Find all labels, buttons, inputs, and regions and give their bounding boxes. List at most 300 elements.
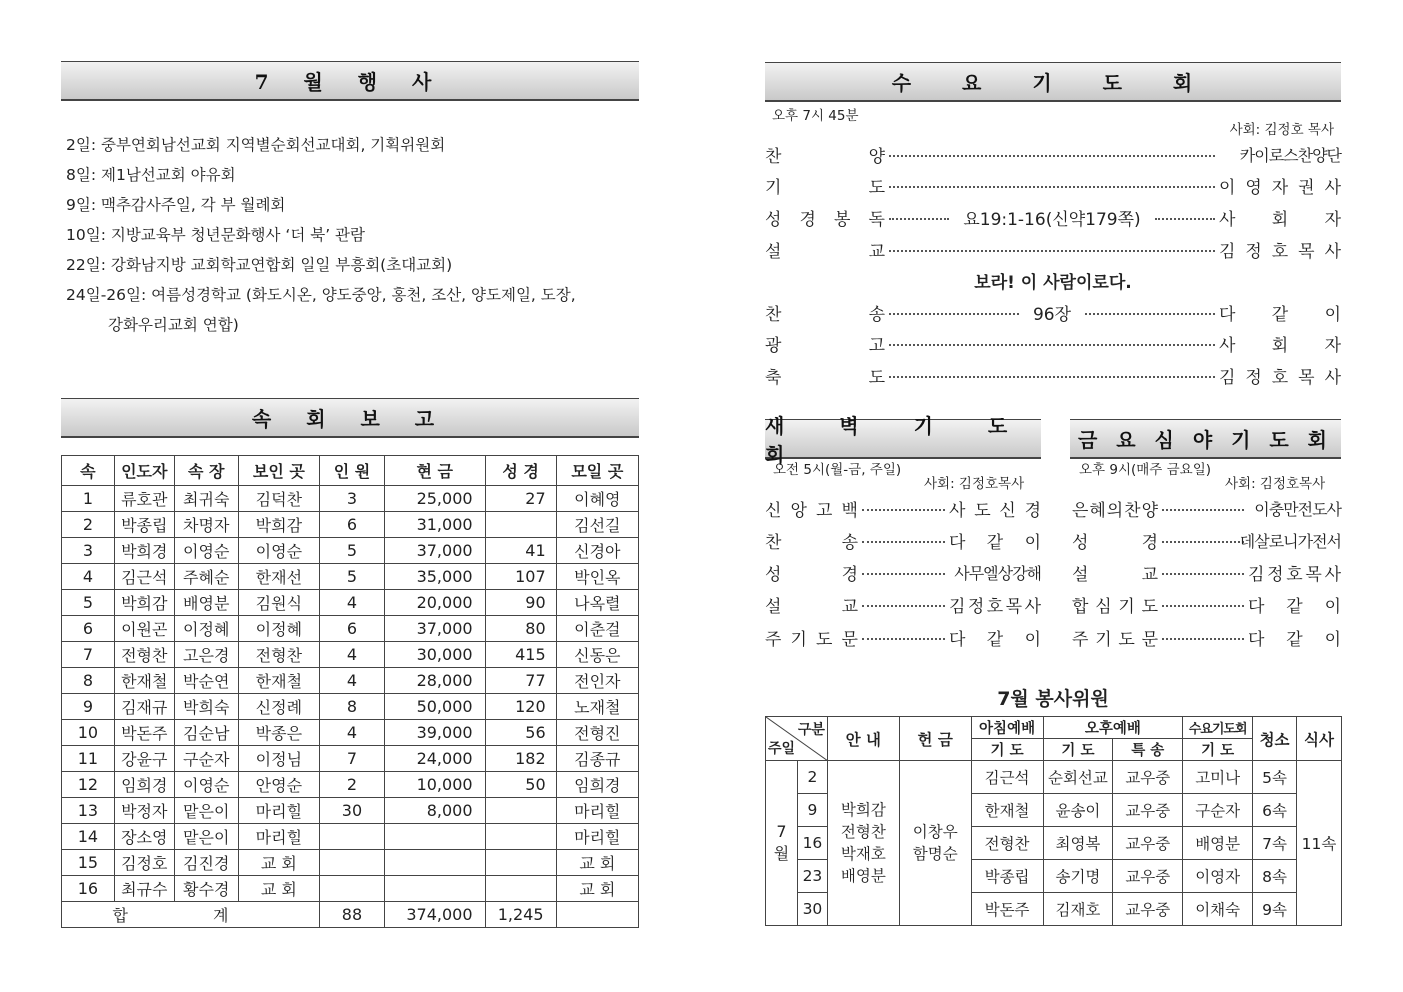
label-char: 혜: [1089, 500, 1106, 521]
label-char: 양: [1141, 500, 1158, 521]
table-cell: 50: [485, 772, 556, 798]
table-cell: 이정혜: [238, 616, 319, 642]
label-char: 경: [1141, 532, 1158, 553]
program-row: [765, 139, 1341, 169]
table-cell: 80: [485, 616, 556, 642]
col-morning-prayer: 기 도: [971, 739, 1043, 761]
program-row: [1072, 493, 1341, 523]
total-label: 합 계: [62, 902, 320, 928]
table-cell: 박희숙: [174, 694, 238, 720]
guide-name: 박재호: [840, 845, 886, 863]
table-cell: 이영순: [174, 538, 238, 564]
table-cell: 4: [319, 590, 384, 616]
value-char: 사: [1219, 335, 1236, 356]
table-cell: 류호관: [114, 486, 174, 512]
value-char: 이: [1024, 532, 1041, 553]
program-value: 사무엘상강해: [954, 563, 1041, 583]
label-char: 교: [841, 596, 858, 617]
program-value: [1219, 173, 1341, 198]
program-row: [765, 202, 1341, 232]
table-cell: 김선길: [556, 512, 638, 538]
label-char: 성: [765, 564, 782, 585]
dot-leader: [889, 313, 1019, 315]
table-cell: 77: [485, 668, 556, 694]
table-cell: 30: [319, 798, 384, 824]
label-char: 광: [765, 335, 782, 356]
program-row: [765, 525, 1041, 555]
label-char: 성: [765, 209, 782, 230]
table-cell: 고은경: [174, 642, 238, 668]
program-label: [1072, 625, 1158, 650]
value-char: 정: [1267, 564, 1284, 585]
col-meal: 식사: [1297, 717, 1342, 761]
sermon-title: 보라! 이 사람이로다.: [974, 273, 1132, 293]
table-row: [766, 761, 1342, 794]
cleaning-cell: 6속: [1253, 794, 1297, 827]
program-row: [765, 360, 1341, 390]
date-cell: 30: [797, 893, 827, 926]
table-cell: [485, 512, 556, 538]
dot-leader: [1155, 218, 1215, 220]
table-cell: 이영순: [238, 538, 319, 564]
table-cell: 30,000: [384, 642, 485, 668]
table-cell: 노재철: [556, 694, 638, 720]
value-char: 자: [1324, 335, 1341, 356]
report-header: 속 회 보 고: [61, 398, 639, 438]
program-row: [765, 589, 1041, 619]
program-value: [1248, 625, 1341, 650]
label-char: 송: [841, 532, 858, 553]
value-char: 김: [1248, 564, 1265, 585]
cleaning-cell: 8속: [1253, 860, 1297, 893]
friday-header: 금 요 심 야 기 도 회: [1070, 419, 1341, 459]
label-char: 앙: [790, 500, 807, 521]
dot-leader: [862, 573, 945, 575]
label-char: 교: [1141, 564, 1158, 585]
table-cell: 5: [319, 538, 384, 564]
duty-title: 7월 봉사위원: [997, 688, 1109, 710]
program-label: [1072, 496, 1158, 521]
table-row: [62, 564, 639, 590]
table-cell: 마리힐: [238, 824, 319, 850]
dawn-header: 새 벽 기 도 회: [765, 419, 1041, 459]
value-char: 같: [1286, 596, 1303, 617]
table-cell: 박희감: [114, 590, 174, 616]
special-song-cell: 교우중: [1113, 827, 1183, 860]
table-cell: 415: [485, 642, 556, 668]
label-char: 주: [1072, 629, 1089, 650]
label-char: 문: [1141, 629, 1158, 650]
program-value: [949, 496, 1041, 521]
value-char: 이: [1024, 629, 1041, 650]
dot-leader: [862, 638, 945, 640]
value-char: 회: [1271, 335, 1289, 356]
table-cell: 박인옥: [556, 564, 638, 590]
guide-name: 배영분: [840, 867, 886, 885]
table-cell: 임희경: [114, 772, 174, 798]
value-char: 다: [1219, 304, 1236, 325]
friday-host: 사회: 김정호목사: [1225, 476, 1326, 492]
duty-corner: [766, 717, 828, 761]
special-song-cell: 교우중: [1113, 860, 1183, 893]
report-total-row: [62, 902, 639, 928]
special-song-cell: 교우중: [1113, 761, 1183, 794]
value-char: 김: [949, 596, 966, 617]
value-char: 김: [1219, 367, 1236, 388]
label-char: 문: [841, 629, 858, 650]
table-cell: 1: [62, 486, 115, 512]
table-cell: 182: [485, 746, 556, 772]
table-cell: 107: [485, 564, 556, 590]
table-cell: 배영분: [174, 590, 238, 616]
table-cell: 신경아: [556, 538, 638, 564]
table-cell: 박종립: [114, 512, 174, 538]
program-label: [765, 142, 885, 167]
wednesday-prayer-cell: 이채숙: [1183, 893, 1253, 926]
table-cell: [319, 824, 384, 850]
program-value: [1219, 205, 1341, 230]
morning-prayer-cell: 전형찬: [971, 827, 1043, 860]
value-char: 호: [1271, 241, 1289, 262]
table-cell: 최규수: [114, 876, 174, 902]
label-char: 백: [841, 500, 858, 521]
table-cell: [384, 850, 485, 876]
table-row: [62, 486, 639, 512]
value-char: 사: [1324, 564, 1341, 585]
table-cell: 구순자: [174, 746, 238, 772]
program-row: [1072, 589, 1341, 619]
label-char: 도: [1141, 596, 1158, 617]
col-guide: 안 내: [827, 717, 899, 761]
program-label: [765, 237, 885, 262]
program-label: [765, 560, 858, 585]
table-cell: 31,000: [384, 512, 485, 538]
table-cell: 15: [62, 850, 115, 876]
table-cell: 나옥렬: [556, 590, 638, 616]
program-row: [765, 557, 1041, 587]
program-value: [1248, 560, 1341, 585]
table-cell: 최귀숙: [174, 486, 238, 512]
table-cell: 마리힐: [556, 798, 638, 824]
value-char: 사: [1324, 177, 1341, 198]
program-row: [765, 622, 1041, 652]
guide-name: 박희감: [840, 801, 886, 819]
offering-cell: [899, 761, 971, 926]
table-cell: 맡은이: [174, 798, 238, 824]
program-label: [765, 173, 885, 198]
report-col-header: 속: [62, 456, 115, 486]
date-cell: 23: [797, 860, 827, 893]
value-char: 다: [949, 532, 966, 553]
report-col-header: 모일 곳: [556, 456, 638, 486]
program-value: [949, 592, 1041, 617]
dot-leader: [1162, 638, 1244, 640]
label-char: 송: [868, 304, 885, 325]
value-char: 신: [999, 500, 1016, 521]
table-cell: 37,000: [384, 616, 485, 642]
wednesday-prayer-cell: 고미나: [1183, 761, 1253, 794]
morning-prayer-cell: 박종립: [971, 860, 1043, 893]
label-char: 설: [765, 596, 782, 617]
value-char: 사: [1324, 367, 1341, 388]
label-char: 신: [765, 500, 782, 521]
value-char: 정: [1245, 367, 1262, 388]
value-char: 자: [1271, 177, 1289, 198]
report-col-header: 보인 곳: [238, 456, 319, 486]
label-char: 설: [765, 241, 782, 262]
table-cell: 14: [62, 824, 115, 850]
table-row: [62, 668, 639, 694]
table-cell: 박희경: [114, 538, 174, 564]
dawn-time: 오전 5시(월-금, 주일): [773, 462, 902, 478]
total-empty: [556, 902, 638, 928]
offering-name: 함명순: [912, 845, 958, 863]
col-offering: 헌 금: [899, 717, 971, 761]
table-cell: 신정례: [238, 694, 319, 720]
table-cell: 6: [319, 616, 384, 642]
table-cell: 이혜영: [556, 486, 638, 512]
table-cell: 교 회: [556, 850, 638, 876]
table-cell: [485, 850, 556, 876]
table-cell: 4: [319, 642, 384, 668]
dot-leader: [889, 186, 1215, 188]
report-header-row: [62, 456, 639, 486]
dot-leader: [1162, 605, 1244, 607]
dot-leader: [889, 155, 1215, 157]
date-cell: 2: [797, 761, 827, 794]
wednesday-time: 오후 7시 45분: [772, 108, 859, 124]
afternoon-prayer-cell: 윤송이: [1043, 794, 1113, 827]
program-value: 카이로스찬양단: [1239, 145, 1341, 165]
table-cell: 한재선: [238, 564, 319, 590]
value-char: 이: [1219, 177, 1236, 198]
table-cell: 안영순: [238, 772, 319, 798]
program-value: 데살로니가전서: [1239, 531, 1341, 551]
wednesday-prayer-cell: 배영분: [1183, 827, 1253, 860]
table-cell: 4: [62, 564, 115, 590]
table-cell: [485, 824, 556, 850]
table-cell: 8,000: [384, 798, 485, 824]
event-item: 8일: 제1남선교회 야유회: [66, 166, 236, 184]
table-cell: 6: [62, 616, 115, 642]
event-item: 9일: 맥추감사주일, 각 부 월례회: [66, 196, 286, 214]
table-cell: 24,000: [384, 746, 485, 772]
table-row: [62, 590, 639, 616]
program-value: 이충만전도사: [1254, 499, 1341, 519]
label-char: 기: [1095, 629, 1112, 650]
dot-leader: [1162, 541, 1244, 543]
col-wednesday-prayer: 기 도: [1183, 739, 1253, 761]
table-cell: 28,000: [384, 668, 485, 694]
value-char: 영: [1245, 177, 1262, 198]
value-char: 이: [1324, 629, 1341, 650]
program-row: [765, 170, 1341, 200]
value-char: 정: [1245, 241, 1262, 262]
table-cell: 3: [319, 486, 384, 512]
label-char: 심: [1095, 596, 1112, 617]
col-wednesday: 수요기도회: [1183, 717, 1253, 739]
table-cell: 2: [319, 772, 384, 798]
program-value: [949, 625, 1041, 650]
program-row: [765, 328, 1341, 358]
program-label: [765, 528, 858, 553]
wednesday-prayer-cell: 구순자: [1183, 794, 1253, 827]
table-cell: 김재규: [114, 694, 174, 720]
table-cell: 이정혜: [174, 616, 238, 642]
morning-prayer-cell: 한재철: [971, 794, 1043, 827]
table-cell: 주혜순: [174, 564, 238, 590]
dot-leader: [1162, 573, 1244, 575]
table-cell: 전형진: [556, 720, 638, 746]
dot-leader: [1162, 509, 1244, 511]
date-cell: 9: [797, 794, 827, 827]
morning-prayer-cell: 김근석: [971, 761, 1043, 794]
special-song-cell: 교우중: [1113, 794, 1183, 827]
label-char: 고: [868, 335, 885, 356]
table-cell: 김진경: [174, 850, 238, 876]
table-cell: 27: [485, 486, 556, 512]
label-char: 봉: [834, 209, 851, 230]
label-char: 양: [868, 146, 885, 167]
table-row: [62, 798, 639, 824]
dawn-host: 사회: 김정호목사: [924, 476, 1025, 492]
table-cell: 교 회: [556, 876, 638, 902]
label-char: 고: [816, 500, 833, 521]
table-cell: [485, 876, 556, 902]
table-cell: [485, 798, 556, 824]
total-people: 88: [319, 902, 384, 928]
value-char: 다: [949, 629, 966, 650]
afternoon-prayer-cell: 김재호: [1043, 893, 1113, 926]
table-cell: 12: [62, 772, 115, 798]
value-char: 도: [974, 500, 991, 521]
event-item-continuation: 강화우리교회 연합): [108, 316, 239, 334]
table-cell: 4: [319, 720, 384, 746]
table-cell: 한재철: [114, 668, 174, 694]
corner-top-label: 구분: [797, 722, 825, 738]
table-cell: 10: [62, 720, 115, 746]
morning-prayer-cell: 박돈주: [971, 893, 1043, 926]
special-song-cell: 교우중: [1113, 893, 1183, 926]
table-cell: 20,000: [384, 590, 485, 616]
label-char: 도: [1118, 629, 1135, 650]
table-cell: 임희경: [556, 772, 638, 798]
value-char: 같: [1271, 304, 1289, 325]
corner-bottom-label: 주일: [768, 741, 796, 757]
dot-leader: [862, 605, 945, 607]
table-cell: 이정님: [238, 746, 319, 772]
label-char: 독: [868, 209, 885, 230]
table-cell: 16: [62, 876, 115, 902]
dot-leader: [862, 541, 945, 543]
guide-name: 전형찬: [840, 823, 886, 841]
program-row: [1072, 557, 1341, 587]
table-cell: 41: [485, 538, 556, 564]
cleaning-cell: 9속: [1253, 893, 1297, 926]
report-col-header: 인 원: [319, 456, 384, 486]
col-afternoon-prayer: 기 도: [1043, 739, 1113, 761]
event-item: 10일: 지방교육부 청년문화행사 ‘더 북’ 관람: [66, 226, 366, 244]
label-char: 교: [868, 241, 885, 262]
total-bible: 1,245: [485, 902, 556, 928]
value-char: 회: [1271, 209, 1289, 230]
table-cell: 박돈주: [114, 720, 174, 746]
table-cell: 박순연: [174, 668, 238, 694]
label-char: 설: [1072, 564, 1089, 585]
table-cell: 한재철: [238, 668, 319, 694]
value-char: 같: [1286, 629, 1303, 650]
table-row: [62, 512, 639, 538]
table-row: [62, 850, 639, 876]
label-char: 찬: [765, 304, 782, 325]
table-cell: 마리힐: [556, 824, 638, 850]
afternoon-prayer-cell: 최영복: [1043, 827, 1113, 860]
label-char: 기: [1118, 596, 1135, 617]
table-cell: 황수경: [174, 876, 238, 902]
table-cell: 마리힐: [238, 798, 319, 824]
table-cell: 교 회: [238, 850, 319, 876]
label-char: 찬: [765, 146, 782, 167]
program-value: [1219, 237, 1341, 262]
program-label: [1072, 528, 1158, 553]
program-value: [1248, 592, 1341, 617]
value-char: 경: [1024, 500, 1041, 521]
label-char: 성: [1072, 532, 1089, 553]
table-cell: 전인자: [556, 668, 638, 694]
value-char: 이: [1324, 304, 1341, 325]
wednesday-prayer-cell: 이영자: [1183, 860, 1253, 893]
value-char: 김: [1219, 241, 1236, 262]
dot-leader: [1085, 313, 1215, 315]
cleaning-cell: 5속: [1253, 761, 1297, 794]
table-cell: [319, 850, 384, 876]
table-cell: 6: [319, 512, 384, 538]
month-char: 월: [773, 844, 790, 863]
value-char: 권: [1298, 177, 1315, 198]
col-morning: 아침예배: [971, 717, 1043, 739]
label-char: 기: [790, 629, 807, 650]
value-char: 사: [1219, 209, 1236, 230]
offering-name: 이창우: [912, 823, 958, 841]
table-cell: 4: [319, 668, 384, 694]
label-char: 의: [1106, 500, 1124, 521]
table-row: [62, 876, 639, 902]
program-row: [765, 234, 1341, 264]
duty-table: [765, 716, 1342, 926]
label-char: 도: [868, 177, 885, 198]
total-offering: 374,000: [384, 902, 485, 928]
month-cell: [766, 761, 798, 926]
report-col-header: 현 금: [384, 456, 485, 486]
month-char: 7: [776, 822, 787, 841]
report-col-header: 성 경: [485, 456, 556, 486]
friday-time: 오후 9시(매주 금요일): [1079, 462, 1212, 478]
table-cell: 120: [485, 694, 556, 720]
label-char: 기: [765, 177, 782, 198]
dot-leader: [889, 344, 1215, 346]
program-label: [765, 496, 858, 521]
label-char: 은: [1072, 500, 1089, 521]
table-cell: 8: [62, 668, 115, 694]
program-value: [1219, 331, 1341, 356]
value-char: 호: [1271, 367, 1289, 388]
dot-leader: [889, 218, 949, 220]
program-label: [765, 592, 858, 617]
table-cell: 김덕찬: [238, 486, 319, 512]
value-char: 같: [986, 629, 1004, 650]
program-value: [1219, 300, 1341, 325]
table-cell: 10,000: [384, 772, 485, 798]
